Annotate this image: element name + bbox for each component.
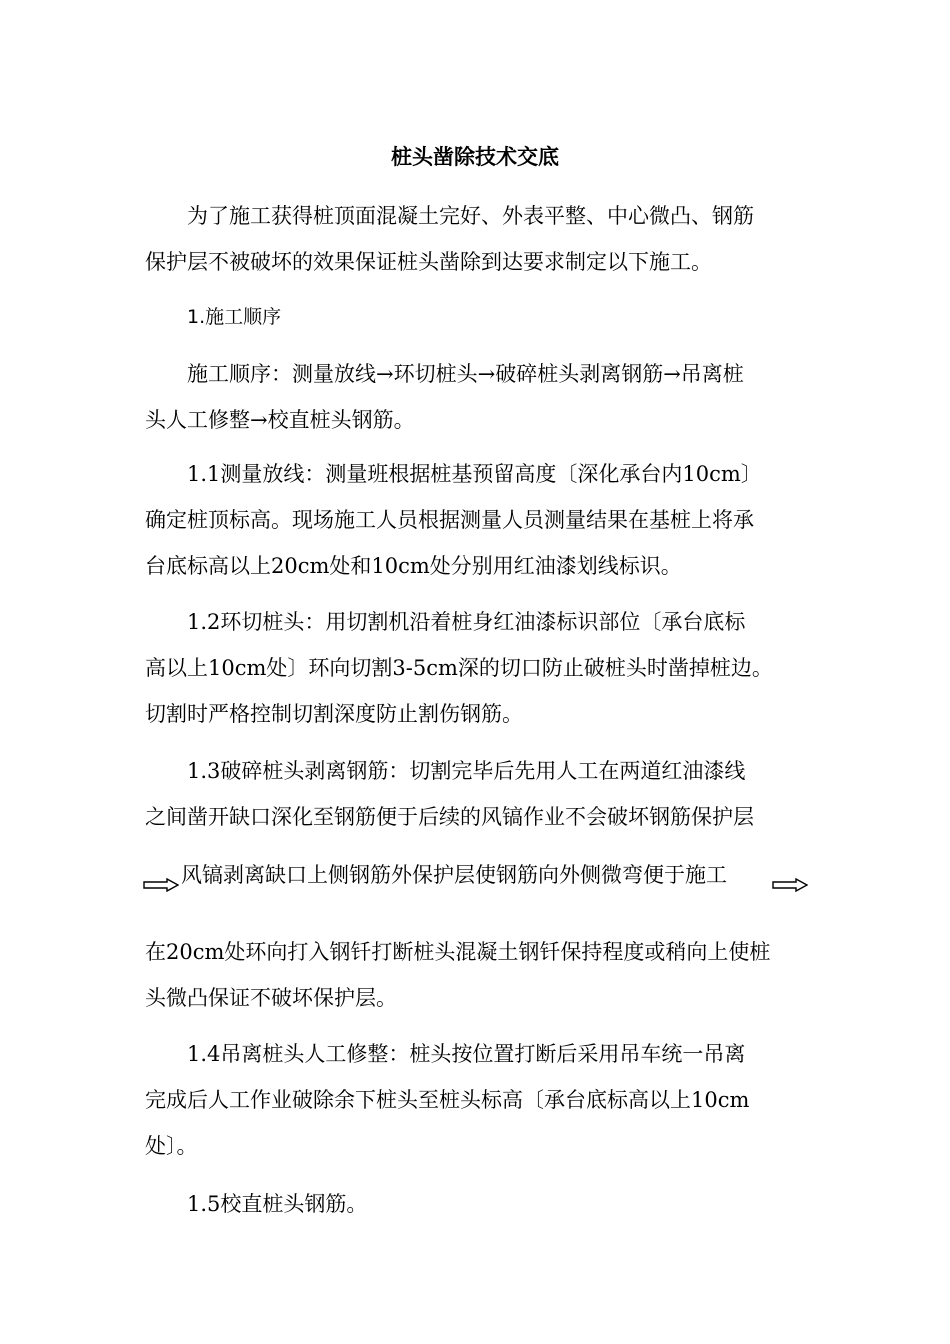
sequence-paragraph xyxy=(145,351,807,443)
step-1-4-line-1: 1.4吊离桩头人工修整：桩头按位置打断后采用吊车统一吊离 xyxy=(187,1042,746,1066)
step-1-3-line-2: 之间凿开缺口深化至钢筋便于后续的风镐作业不会破坏钢筋保护层 xyxy=(145,805,754,829)
sequence-line-1: 施工顺序：测量放线→环切桩头→破碎桩头剥离钢筋→吊离桩 xyxy=(187,362,744,386)
double-outline-right-arrow-icon xyxy=(772,878,808,892)
step-1-4-line-2: 完成后人工作业破除余下桩头至桩头标高〔承台底标高以上10cm xyxy=(145,1088,750,1112)
step-1-2-line-2: 高以上10cm处〕环向切割3-5cm深的切口防止破桩头时凿掉桩边。 xyxy=(145,656,773,680)
step-1-5-paragraph xyxy=(145,1181,807,1227)
intro-paragraph xyxy=(145,193,807,285)
step-1-1-paragraph xyxy=(145,451,807,589)
step-1-1-line-1: 1.1测量放线：测量班根据桩基预留高度〔深化承台内10cm〕 xyxy=(187,462,762,486)
step-1-1-line-3: 台底标高以上20cm处和10cm处分别用红油漆划线标识。 xyxy=(145,554,682,578)
step-1-3-line-4: 在20cm处环向打入钢钎打断桩头混凝土钢钎保持程度或稍向上使桩 xyxy=(145,940,771,964)
step-1-4-paragraph xyxy=(145,1031,807,1169)
step-1-2-paragraph xyxy=(145,599,807,737)
sequence-line-2: 头人工修整→校直桩头钢筋。 xyxy=(145,408,415,432)
section-heading-1: 1.施工顺序 xyxy=(187,306,282,328)
document-title: 桩头凿除技术交底 xyxy=(391,145,559,169)
step-1-1-line-2: 确定桩顶标高。现场施工人员根据测量人员测量结果在基桩上将承 xyxy=(145,508,754,532)
intro-line-1: 为了施工获得桩顶面混凝土完好、外表平整、中心微凸、钢筋 xyxy=(187,204,754,228)
step-1-2-line-1: 1.2环切桩头：用切割机沿着桩身红油漆标识部位〔承台底标 xyxy=(187,610,746,634)
step-1-3-line-5: 头微凸保证不破坏保护层。 xyxy=(145,986,397,1010)
step-1-3-arrow-text: 风镐剥离缺口上侧钢筋外保护层使钢筋向外侧微弯便于施工 xyxy=(181,863,727,887)
step-1-2-line-3: 切割时严格控制切割深度防止割伤钢筋。 xyxy=(145,702,523,726)
step-1-3-continuation xyxy=(145,929,807,1021)
step-1-3-arrow-line xyxy=(143,852,808,898)
step-1-3-line-1: 1.3破碎桩头剥离钢筋：切割完毕后先用人工在两道红油漆线 xyxy=(187,759,746,783)
double-outline-right-arrow-icon xyxy=(143,878,179,892)
step-1-3-paragraph xyxy=(145,748,807,840)
step-1-4-line-3: 处〕。 xyxy=(145,1134,198,1158)
intro-line-2: 保护层不被破坏的效果保证桩头凿除到达要求制定以下施工。 xyxy=(145,250,712,274)
step-1-5-line-1: 1.5校直桩头钢筋。 xyxy=(187,1192,368,1216)
